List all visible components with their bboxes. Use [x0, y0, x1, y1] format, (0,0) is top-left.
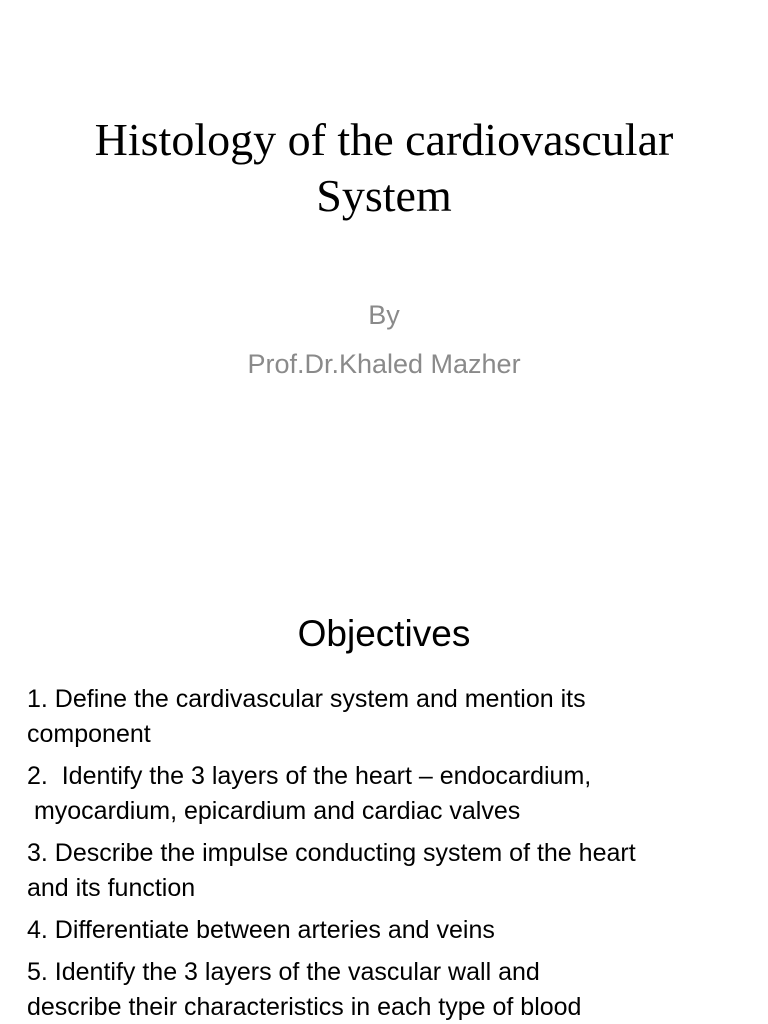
author-name: Prof.Dr.Khaled Mazher: [247, 349, 521, 379]
objective-line: and its function: [27, 874, 196, 902]
objective-line: 3. Describe the impulse conducting system of the heart: [27, 839, 636, 867]
objective-line: 2. Identify the 3 layers of the heart – endocardium,: [27, 762, 592, 790]
objective-line: describe their characteristics in each type of blood: [27, 993, 582, 1021]
subtitle-by: By: [368, 300, 400, 330]
slide-title-line: Histology of the cardiovascular: [94, 114, 674, 165]
objective-line: 4. Differentiate between arteries and veins: [27, 916, 495, 944]
objective-line: 5. Identify the 3 layers of the vascular wall and: [27, 958, 540, 986]
objectives-heading: Objectives: [297, 613, 471, 654]
objective-item: [27, 836, 757, 906]
objective-item: [27, 682, 757, 752]
objective-line: myocardium, epicardium and cardiac valves: [27, 797, 521, 825]
slide-title-line: System: [316, 170, 452, 221]
objective-line: component: [27, 720, 151, 748]
slide-title: [0, 112, 768, 224]
objective-item: [27, 913, 757, 948]
objective-item: [27, 955, 757, 1024]
objective-line: 1. Define the cardivascular system and mention its: [27, 685, 586, 713]
objective-item: [27, 759, 757, 829]
objectives-list: [27, 682, 757, 1024]
